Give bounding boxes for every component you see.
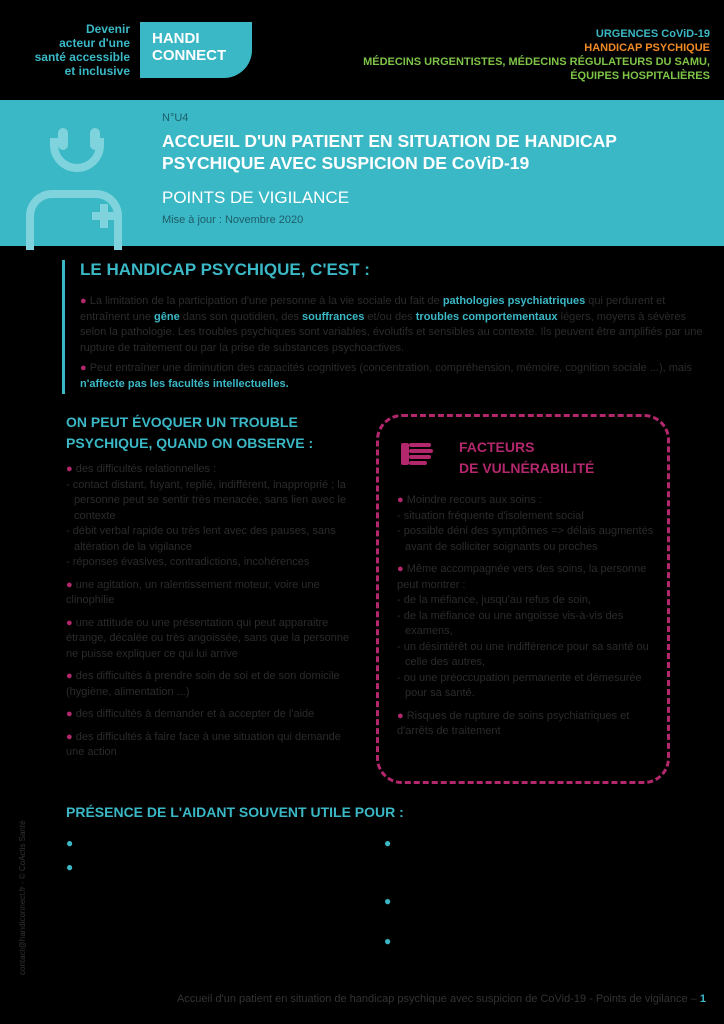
bullet-icon: ● [66,670,73,682]
bullet-icon: ● [66,463,73,475]
sub-item: - un désintérêt ou une indifférence pour sa santé ou celle des autres, [397,640,649,668]
header-categories [363,27,710,83]
tagline-line: acteur d'une [59,36,130,50]
definition-paragraph [80,294,710,356]
vulnerability-box [376,414,670,784]
list-item [66,707,362,723]
sub-item: - ou une préoccupation permanente et démesurée pour sa santé. [397,671,642,699]
bullet-icon: ● [80,362,87,374]
logo-line: HANDI [152,30,200,47]
section-title-caregiver: PRÉSENCE DE L'AIDANT SOUVENT UTILE POUR : [66,804,404,820]
highlight: n'affecte pas les facultés intellectuelles. [80,377,289,390]
bullet-icon: ● [66,708,73,720]
sub-item: - débit verbal rapide ou très lent avec des pauses, sans altération de la vigilance [66,525,336,553]
text: Risques de rupture de soins psychiatriques et d'arrêts de traitement [397,709,630,737]
section-title-definition: LE HANDICAP PSYCHIQUE, C'EST : [80,260,370,279]
category-handicap: HANDICAP PSYCHIQUE [584,42,710,54]
update-date: Mise à jour : Novembre 2020 [162,214,304,226]
bullet-icon: ● [66,836,74,850]
list-item [66,616,362,663]
bullet-icon: ● [397,709,404,722]
bullet-icon: ● [66,860,74,874]
observation-list [66,462,362,768]
medical-cross-icon [92,212,116,220]
category-audience: MÉDECINS URGENTISTES, MÉDECINS RÉGULATEURS DU SAMU, [363,56,710,68]
sub-item: - de la méfiance, jusqu'au refus de soin, [397,594,592,606]
sub-item: - de la méfiance ou une angoisse vis-à-vis des examens, [397,609,624,637]
vulnerability-list [397,493,657,747]
list-item [66,462,362,571]
bullet-icon: ● [384,934,392,948]
highlight: pathologies psychiatriques [442,295,586,307]
section-accent-bar [62,260,65,394]
category-audience-2: ÉQUIPES HOSPITALIÈRES [570,70,710,82]
contact-copyright: contact@handiconnect.fr - © CoActis Santé [18,820,27,975]
bullet-icon: ● [66,616,73,629]
bullet-icon: ● [384,894,392,908]
highlight: troubles comportementaux [415,310,558,323]
title-line: DE VULNÉRABILITÉ [459,460,595,476]
list-item [397,493,657,555]
page-footer [177,993,706,1005]
tagline-line: santé accessible [34,50,130,64]
bullet-icon: ● [80,295,87,307]
text: dans son quotidien, des [179,310,303,323]
text: des difficultés relationnelles : [72,463,217,475]
text: Moindre recours aux soins : [403,494,542,506]
text: et/ou des [364,310,416,323]
list-item [66,669,362,700]
sub-item: - réponses évasives, contradictions, incohérences [66,556,310,568]
smiley-mouth-icon [50,138,104,172]
sub-item: - contact distant, fuyant, replié, indifférent, inapproprié ; la personne peut se sentir très menacée, sans lien avec le contexte [66,478,347,522]
text: La limitation de la participation d'une personne à la vie sociale du fait de [86,295,443,307]
definition-paragraph [80,361,710,392]
bullet-icon: ● [66,578,73,591]
text: Même accompagnée vers des soins, la personne peut montrer : [397,563,647,591]
bullet-icon: ● [397,494,404,506]
vulnerability-title [459,437,594,479]
sub-item: - situation fréquente d'isolement social [397,509,584,522]
tagline-line: Devenir [85,22,130,36]
text: des difficultés à demander et à accepter de l'aide [72,708,315,720]
hand-icon [399,437,433,471]
list-item [397,709,657,740]
handiconnect-logo [140,22,252,78]
text: qui perdurent et entraînent une [80,295,666,323]
page-number: 1 [699,993,706,1005]
text: des difficultés à faire face à une situation qui demande une action [66,730,341,758]
header-band [0,22,724,100]
text: Peut entraîner une diminution des capacités cognitives (concentration, compréhension, mémoire, cognition sociale ...), mais [86,362,692,374]
bullet-icon: ● [384,836,392,850]
section-title-observation: ON PEUT ÉVOQUER UN TROUBLE PSYCHIQUE, QUAND ON OBSERVE : [66,414,314,451]
text: une attitude ou une présentation qui peut apparaitre étrange, décalée ou très angoissée, sans que la personne ne puisse expliquer ce qui lui arrive [66,616,350,660]
category-urgences: URGENCES CoViD-19 [595,28,710,40]
text: des difficultés à prendre soin de soi et de son domicile (hygiène, alimentation ...) [66,670,340,698]
footer-text: Accueil d'un patient en situation de handicap psychique avec suspicion de CoVid-19 - Points de vigilance – [176,993,700,1005]
list-item [66,730,362,761]
list-item [66,578,362,609]
list-item [397,562,657,702]
text: une agitation, un ralentissement moteur, voire une clinophilie [66,578,320,606]
tagline [10,22,130,78]
sub-item: - possible déni des symptômes => délais augmentés avant de solliciter soignants ou proches [397,525,654,553]
tagline-line: et inclusive [64,64,130,78]
page-title: ACCUEIL D'UN PATIENT EN SITUATION DE HANDICAP PSYCHIQUE AVEC SUSPICION DE CoViD-19 [162,131,617,173]
highlight: gêne [154,310,180,323]
title-band [0,100,724,246]
bullet-icon: ● [397,563,404,575]
bullet-icon: ● [66,730,73,743]
definition-text [80,294,710,397]
title-line: FACTEURS [459,439,535,455]
highlight: souffrances [302,310,365,323]
document-number: N°U4 [162,112,189,124]
text: légers, moyens à sévères selon la pathologie. Les troubles psychiques sont variables, évolutifs et sensibles au contexte. Ils peuvent être amplifiés par une rupture de traitement ou par la prise de substances psychoactives. [80,310,703,354]
logo-line: CONNECT [152,47,227,64]
page-subtitle: POINTS DE VIGILANCE [162,188,350,207]
